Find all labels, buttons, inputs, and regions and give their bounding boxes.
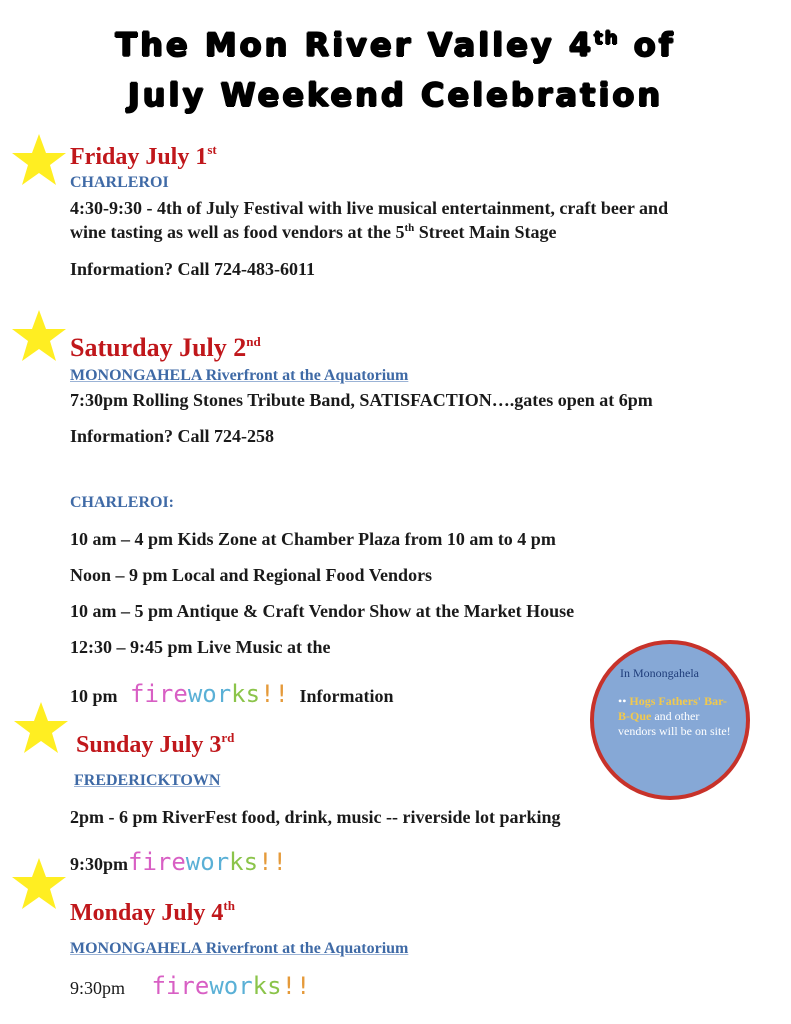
saturday-place: MONONGAHELA Riverfront at the Aquatorium (70, 367, 409, 384)
callout-title: In Monongahela (620, 666, 699, 680)
list-item: 10 am – 4 pm Kids Zone at Chamber Plaza from 10 am to 4 pm (70, 529, 556, 549)
sunday-fireworks-line: 9:30pmfireworks!! (70, 848, 287, 876)
list-item: Noon – 9 pm Local and Regional Food Vendors (70, 565, 433, 585)
friday-heading: Friday July 1st (70, 142, 217, 170)
star-icon (10, 308, 68, 364)
star-icon (12, 700, 70, 756)
callout-highlight: Hogs Fathers' Bar-B-Que (618, 694, 727, 723)
sunday-event: 2pm - 6 pm RiverFest food, drink, music -- riverside lot parking (70, 807, 561, 827)
friday-desc-line1: 4:30-9:30 - 4th of July Festival with live musical entertainment, craft beer and (70, 198, 669, 218)
callout-rest: and other vendors will be on site! (618, 709, 731, 738)
monday-heading: Monday July 4th (70, 898, 235, 926)
list-item: 10 am – 5 pm Antique & Craft Vendor Show at the Market House (70, 601, 575, 621)
callout-body (618, 694, 736, 739)
monongahela-callout (590, 640, 750, 800)
monday-fireworks-line: 9:30pm fireworks!! (70, 972, 311, 1000)
bullet-icon: •• (618, 694, 627, 708)
saturday-place2: CHARLEROI: (70, 494, 175, 511)
page-title (0, 14, 791, 120)
friday-place: CHARLEROI (70, 174, 169, 191)
sunday-heading: Sunday July 3rd (76, 730, 235, 758)
saturday-event: 7:30pm Rolling Stones Tribute Band, SATISFACTION….gates open at 6pm (70, 390, 653, 410)
saturday-fireworks-line: 10 pm fireworks!! Information (70, 680, 394, 708)
friday-info: Information? Call 724-483-6011 (70, 259, 315, 279)
saturday-heading: Saturday July 2nd (70, 333, 261, 362)
saturday-info: Information? Call 724-258 (70, 426, 274, 446)
title-line2: July Weekend Celebration (127, 76, 664, 114)
fireworks-text: fireworks!! (130, 680, 289, 708)
fireworks-text: fireworks!! (128, 848, 287, 876)
monday-place: MONONGAHELA Riverfront at the Aquatorium (70, 940, 409, 957)
list-item: 12:30 – 9:45 pm Live Music at the (70, 637, 331, 657)
star-icon (10, 132, 68, 188)
title-line1: The Mon River Valley 4th of (115, 26, 676, 64)
sunday-place: FREDERICKTOWN (74, 772, 221, 789)
star-icon (10, 856, 68, 912)
fireworks-text: fireworks!! (151, 972, 311, 1000)
friday-desc-line2: wine tasting as well as food vendors at the 5th Street Main Stage (70, 222, 557, 242)
